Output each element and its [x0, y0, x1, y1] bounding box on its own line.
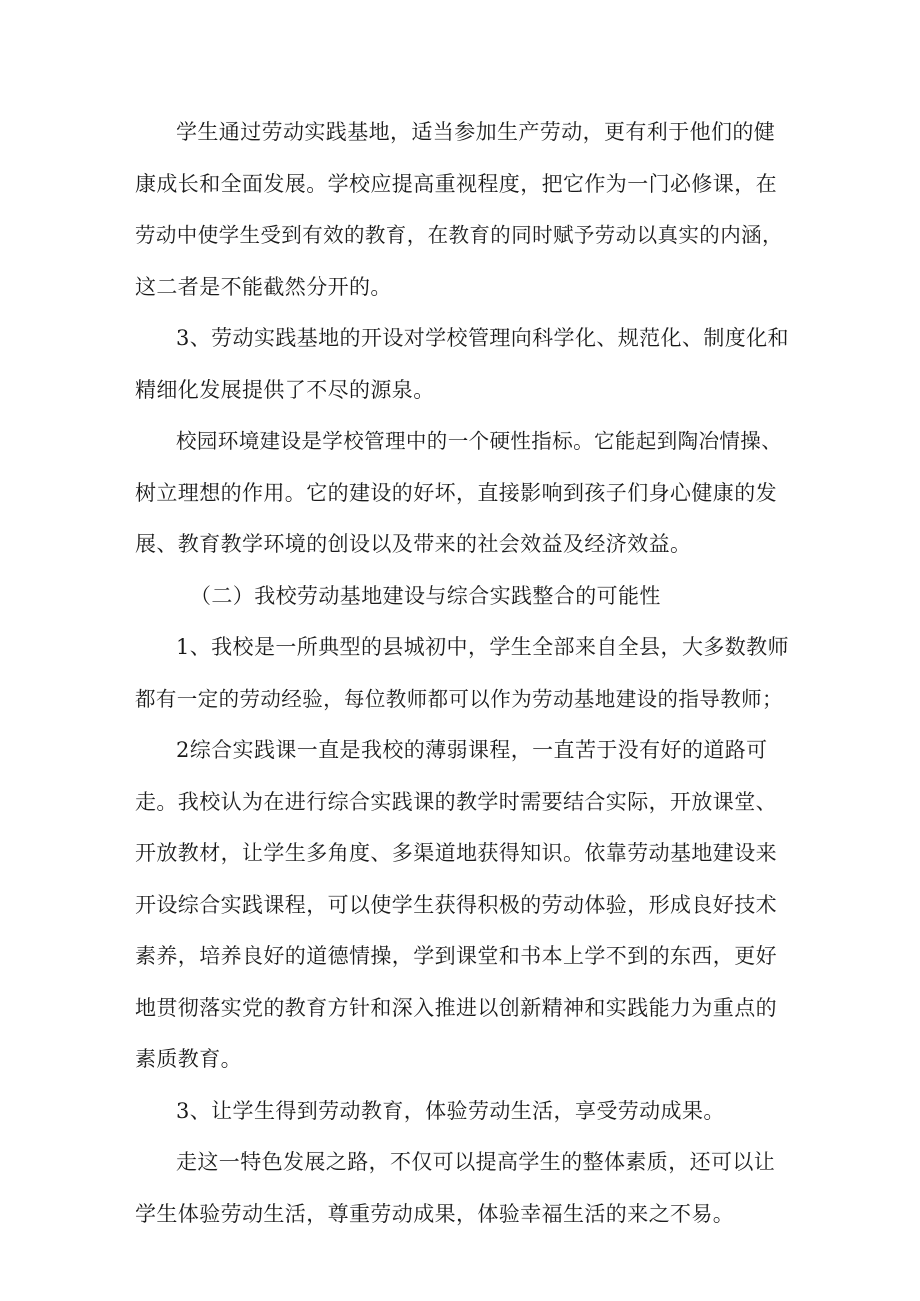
section-heading: （二）我校劳动基地建设与综合实践整合的可能性: [190, 584, 661, 608]
paragraph-line: 开设综合实践课程，可以使学生获得积极的劳动体验，形成良好技术: [135, 893, 777, 917]
paragraph-line: 学生体验劳动生活，尊重劳动成果，体验幸福生活的来之不易。: [135, 1202, 735, 1226]
paragraph-line: 3、劳动实践基地的开设对学校管理向科学化、规范化、制度化和: [176, 326, 789, 350]
paragraph-line: 这二者是不能截然分开的。: [135, 275, 392, 299]
paragraph-line: 走这一特色发展之路，不仅可以提高学生的整体素质，还可以让: [176, 1150, 776, 1174]
paragraph-line: 康成长和全面发展。学校应提高重视程度，把它作为一门必修课，在: [135, 172, 777, 196]
paragraph-line: 劳动中使学生受到有效的教育，在教育的同时赋予劳动以真实的内涵，: [135, 223, 783, 247]
paragraph-line: 学生通过劳动实践基地，适当参加生产劳动，更有利于他们的健: [176, 120, 776, 144]
paragraph-line: 1、我校是一所典型的县城初中，学生全部来自全县，大多数教师: [176, 635, 789, 659]
paragraph-line: 3、让学生得到劳动教育，体验劳动生活，享受劳动成果。: [176, 1099, 725, 1123]
paragraph-line: 地贯彻落实党的教育方针和深入推进以创新精神和实践能力为重点的: [135, 996, 777, 1020]
paragraph-line: 素质教育。: [135, 1047, 242, 1071]
paragraph-line: 走。我校认为在进行综合实践课的教学时需要结合实际，开放课堂、: [135, 790, 777, 814]
paragraph-line: 精细化发展提供了不尽的源泉。: [135, 378, 435, 402]
paragraph-line: 2综合实践课一直是我校的薄弱课程，一直苦于没有好的道路可: [176, 738, 768, 762]
paragraph-line: 展、教育教学环境的创设以及带来的社会效益及经济效益。: [135, 532, 692, 556]
paragraph-line: 都有一定的劳动经验，每位教师都可以作为劳动基地建设的指导教师；: [135, 687, 783, 711]
paragraph-line: 树立理想的作用。它的建设的好坏，直接影响到孩子们身心健康的发: [135, 481, 777, 505]
paragraph-line: 开放教材，让学生多角度、多渠道地获得知识。依靠劳动基地建设来: [135, 841, 777, 865]
paragraph-line: 素养，培养良好的道德情操，学到课堂和书本上学不到的东西，更好: [135, 944, 777, 968]
paragraph-line: 校园环境建设是学校管理中的一个硬性指标。它能起到陶冶情操、: [176, 429, 783, 453]
